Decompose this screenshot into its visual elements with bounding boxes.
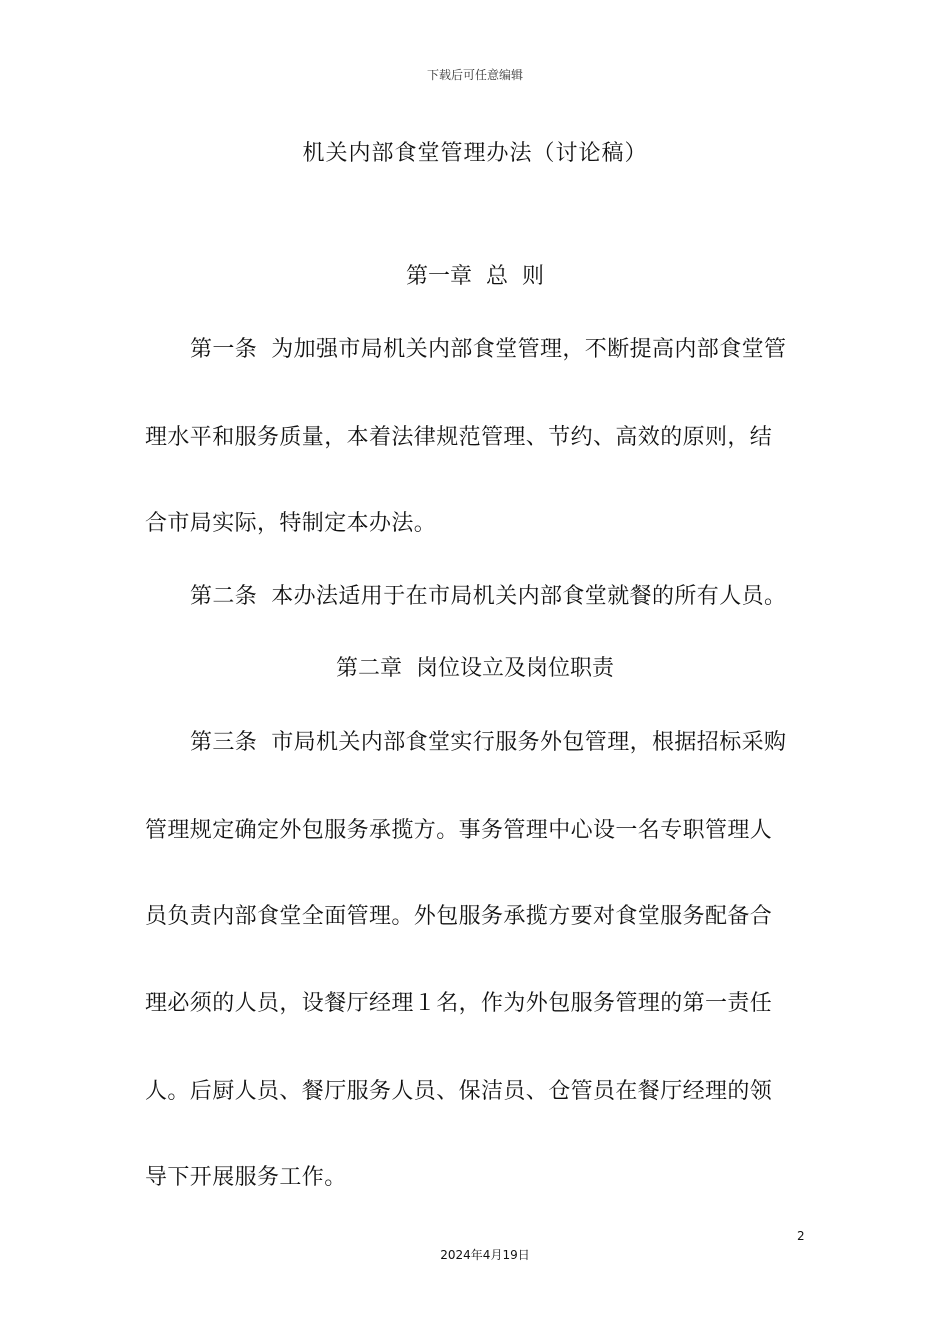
article-1-first-line xyxy=(190,332,807,363)
chapter-2-heading xyxy=(0,651,950,682)
article-1-label: 第一条 xyxy=(190,337,258,362)
article-1-text-line2: 理水平和服务质量，本着法律规范管理、节约、高效的原则，结 xyxy=(145,425,773,450)
chapter-1-name-part2: 则 xyxy=(522,264,545,289)
header-note: 下载后可任意编辑 xyxy=(426,68,523,82)
article-2-line xyxy=(190,579,807,610)
article-3-text-line6: 导下开展服务工作。 xyxy=(145,1165,347,1190)
chapter-2-name: 岗位设立及岗位职责 xyxy=(416,656,615,681)
page-number: 2 xyxy=(797,1229,805,1243)
article-1-text-line1: 为加强市局机关内部食堂管理，不断提高内部食堂管 xyxy=(271,337,787,362)
article-3-text-line3: 员负责内部食堂全面管理。外包服务承揽方要对食堂服务配备合 xyxy=(145,904,773,929)
article-3-text-line4: 理必须的人员，设餐厅经理１名，作为外包服务管理的第一责任 xyxy=(145,991,773,1016)
article-3-label: 第三条 xyxy=(190,730,258,755)
article-2-text-line1: 本办法适用于在市局机关内部食堂就餐的所有人员。 xyxy=(271,584,787,609)
footer-date: 2024年4月19日 xyxy=(440,1248,530,1262)
article-3-first-line xyxy=(190,725,807,756)
chapter-1-name-part1: 总 xyxy=(485,264,508,289)
article-2-label: 第二条 xyxy=(190,584,258,609)
chapter-2-label: 第二章 xyxy=(335,656,402,681)
article-3-text-line1: 市局机关内部食堂实行服务外包管理，根据招标采购 xyxy=(271,730,787,755)
document-title: 机关内部食堂管理办法（讨论稿） xyxy=(302,141,648,166)
article-3-text-line5: 人。后厨人员、餐厅服务人员、保洁员、仓管员在餐厅经理的领 xyxy=(145,1079,773,1104)
chapter-1-label: 第一章 xyxy=(405,264,472,289)
chapter-1-heading xyxy=(0,259,950,290)
article-3-text-line2: 管理规定确定外包服务承揽方。事务管理中心设一名专职管理人 xyxy=(145,818,773,843)
article-1-text-line3: 合市局实际，特制定本办法。 xyxy=(145,511,437,536)
